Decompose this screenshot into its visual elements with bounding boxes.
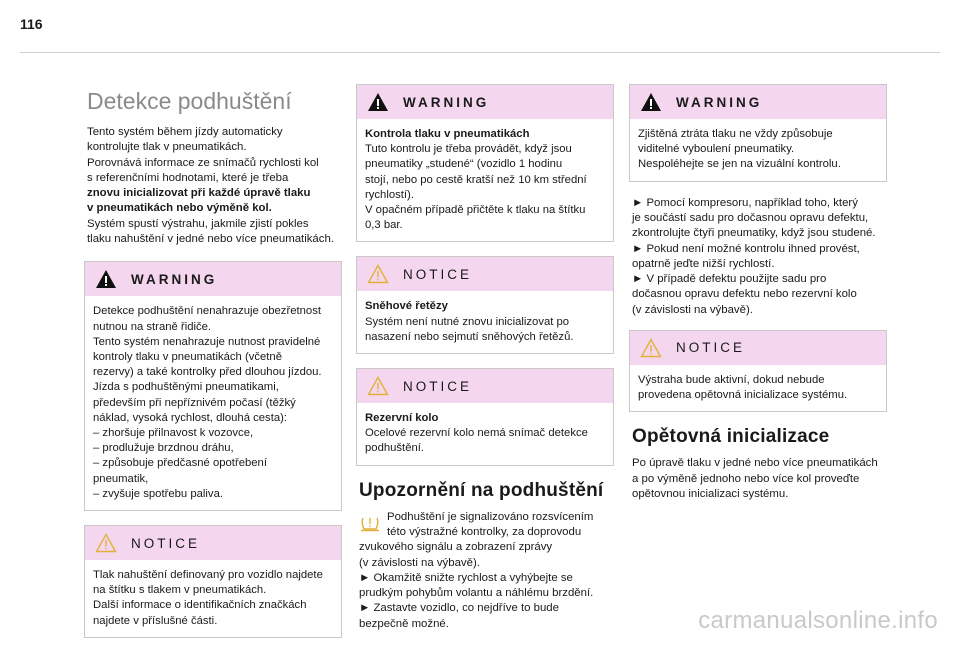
top-divider <box>20 52 940 53</box>
notice-text: Sněhové řetězy Systém není nutné znovu inicializovat po nasazení nebo sejmutí sněhových řetězů. <box>365 300 574 343</box>
section-text: Podhuštění je signalizováno rozsvícením této výstražné kontrolky, za doprovodu zvukového signálu a zobrazení zprávy (v závislosti na výbavě). ► Okamžitě snižte rychlost a vyhýbejte se prudkým pohybům volantu a náhlému brzdění. ► Zastavte vozidlo, co nejdříve to bude bezpečně možné. <box>359 510 594 630</box>
section-text: Po úpravě tlaku v jedné nebo více pneumatikách a po výměně jednoho nebo více kol proveďte opětovnou inicializaci systému. <box>632 457 878 500</box>
page-title: Detekce podhuštění <box>87 88 292 114</box>
warning-header <box>630 85 886 119</box>
page-number: 116 <box>20 16 43 32</box>
warning-text: Kontrola tlaku v pneumatikách Tuto kontrolu je třeba provádět, když jsou pneumatiky „studené“ (vozidlo 1 hodinu stojí, nebo po cestě kratší než 10 km střední rychlostí). V opačném případě přičtěte k tlaku na štítku 0,3 bar. <box>365 128 587 232</box>
column-1 <box>87 80 342 652</box>
notice-box-snow-chains <box>356 256 614 354</box>
warning-header <box>85 262 341 296</box>
section-heading: Opětovná inicializace <box>632 426 830 448</box>
warning-text: Detekce podhuštění nenahrazuje obezřetnost nutnou na straně řidiče. Tento systém nenahrazuje nutnost pravidelné kontroly tlaku v pneumatikách (včetně rezervy) a také kontrolky před dlouhou jízdou. Jízda s podhuštěnými pneumatikami, především při nepříznivém počasí (těžký náklad, vysoká rychlost, dlouhá cesta): – zhoršuje přilnavost k vozovce, – prodlužuje brzdnou dráhu, – způsobuje předčasné opotřebení pneumatik, – zvyšuje spotřebu paliva. <box>93 305 322 500</box>
notice-icon <box>367 264 389 284</box>
warning-icon <box>640 92 662 112</box>
instruction-text: ► Pomocí kompresoru, například toho, který je součástí sadu pro dočasnou opravu defektu, zkontrolujte čtyři pneumatiky, když jsou studené. ► Pokud není možné kontrolu ihned provést, opatrně jeďte nižší rychlostí. ► V případě defektu použijte sadu pro dočasnou opravu defektu nebo rezervní kolo (v závislosti na výbavě). <box>632 196 876 316</box>
warning-text: Zjištěná ztráta tlaku ne vždy způsobuje viditelné vyboulení pneumatiky. Nespoléhejte se jen na vizuální kontrolu. <box>638 128 841 171</box>
warning-box <box>356 84 614 242</box>
warning-icon <box>95 269 117 289</box>
notice-icon <box>640 338 662 358</box>
intro-text: Tento systém během jízdy automaticky kontrolujte tlak v pneumatikách. Porovnává informace ze snímačů rychlosti kol s referenčními hodnotami, které je třeba znovu inicializovat při každé úpravě tlaku v pneumatikách nebo výměně kol. Systém spustí výstrahu, jakmile zjistí pokles tlaku nahuštění v jedné nebo více pneumatikách. <box>87 126 334 246</box>
tyre-pressure-warning-light-icon <box>359 512 381 532</box>
notice-label: NOTICE <box>131 535 201 551</box>
notice-text: Tlak nahuštění definovaný pro vozidlo najdete na štítku s tlakem v pneumatikách. Další informace o identifikačních značkách najdete v příslušné části. <box>93 569 323 627</box>
warning-label: WARNING <box>676 94 763 110</box>
notice-header <box>630 331 886 365</box>
column-2 <box>359 84 614 632</box>
notice-icon <box>367 376 389 396</box>
warning-label: WARNING <box>131 271 218 287</box>
notice-box-spare-wheel <box>356 368 614 466</box>
notice-label: NOTICE <box>403 378 473 394</box>
watermark: carmanualsonline.info <box>698 607 938 634</box>
notice-label: NOTICE <box>403 266 473 282</box>
notice-box <box>84 525 342 638</box>
notice-icon <box>95 533 117 553</box>
warning-header <box>357 85 613 119</box>
notice-text: Rezervní kolo Ocelové rezervní kolo nemá snímač detekce podhuštění. <box>365 412 588 455</box>
section-heading: Upozornění na podhuštění <box>359 479 604 501</box>
notice-header <box>85 526 341 560</box>
notice-box <box>629 330 887 412</box>
warning-box <box>629 84 887 182</box>
notice-label: NOTICE <box>676 340 746 356</box>
notice-header <box>357 369 613 403</box>
warning-icon <box>367 92 389 112</box>
notice-header <box>357 257 613 291</box>
warning-box <box>84 261 342 511</box>
column-3 <box>632 84 887 502</box>
warning-label: WARNING <box>403 94 490 110</box>
notice-text: Výstraha bude aktivní, dokud nebude provedena opětovná inicializace systému. <box>638 373 848 402</box>
